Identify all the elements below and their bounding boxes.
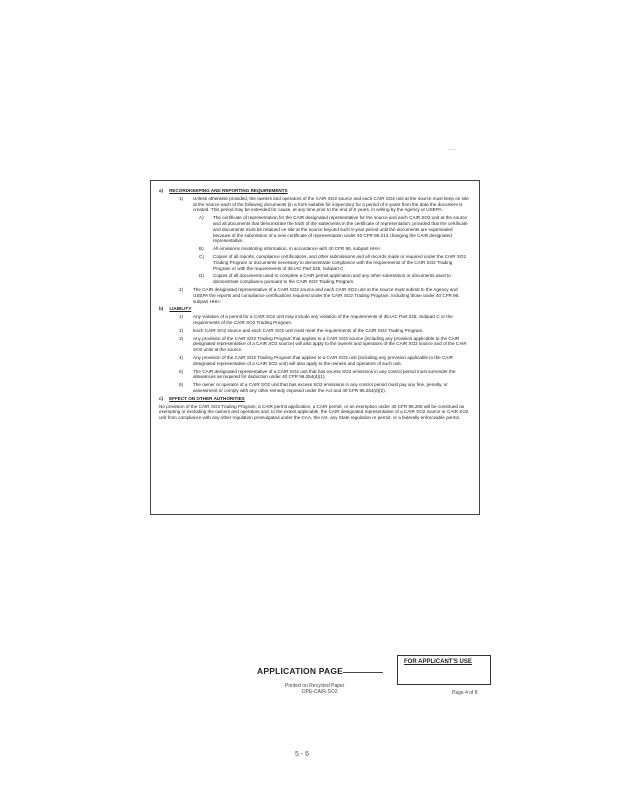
item-text: The CAIR designated representative of a CAIR SO2 unit that has excess SO2 emissions in any control period must surrender the allowances as required for deduction under 40 CFR 96.254(d)(1). <box>193 368 456 380</box>
for-applicants-use-label: FOR APPLICANT'S USE <box>404 659 472 665</box>
section-title: EFFECT ON OTHER AUTHORITIES <box>169 395 245 401</box>
condition-subitem <box>159 273 471 285</box>
item-number: 4) <box>179 354 184 360</box>
item-number: 1) <box>179 314 184 320</box>
item-number: 2) <box>179 286 184 292</box>
item-text: Any provision of the CAIR SO2 Trading Program that applies to a CAIR SO2 unit (including any provision applicable to the CAIR designated representative of a CAIR SO2 unit) will also apply to the owners and operators of such unit. <box>193 354 453 366</box>
header-mark: - - - <box>448 147 456 153</box>
subitem-text: The certificate of representation for the CAIR designated representative for the source and each CAIR SO2 unit at the source and all documents that demonstrate the truth of the statements in the certificate of representation; provided that the certificate and documents must be retained on site at the source beyond such 5-year period until the documents are superseded because of the submission of a new certificate of representation under 40 CFR 96.213 changing the CAIR designated representative. <box>213 215 468 244</box>
section <box>159 396 471 421</box>
condition-item <box>159 328 471 334</box>
subitem-number: D) <box>199 273 204 279</box>
conditions-box <box>150 180 480 515</box>
condition-subitem <box>159 246 471 252</box>
item-text: Any provision of the CAIR SO2 Trading Program that applies to a CAIR SO2 source (including any provision applicable to the CAIR designated representative of a CAIR SO2 source) will also apply to the owners and operators of the CAIR SO2 source and of the CAIR SO2 units at the source. <box>193 335 467 353</box>
condition-item <box>159 314 471 326</box>
section-letter: b) <box>159 306 164 312</box>
section-letter: c) <box>159 395 164 401</box>
form-code: DPE-CAIR-SO2 <box>302 689 338 695</box>
condition-item <box>159 355 471 367</box>
subitem-number: B) <box>199 246 204 252</box>
condition-item <box>159 382 471 394</box>
item-number: 6) <box>179 382 184 388</box>
section-heading <box>159 396 471 402</box>
section <box>159 188 471 304</box>
item-number: 3) <box>179 335 184 341</box>
condition-item <box>159 336 471 353</box>
for-applicants-use-box <box>397 655 491 685</box>
page-number: Page 4 of 8 <box>452 690 478 696</box>
section <box>159 306 471 393</box>
section-heading <box>159 306 471 312</box>
item-number: 1) <box>179 195 184 201</box>
title-underline <box>343 672 383 673</box>
subitem-text: All emissions monitoring information, in accordance with 40 CFR 96, subpart HHH. <box>213 246 381 252</box>
section-title: LIABILITY <box>169 306 192 312</box>
footer-page-number: 5 - 6 <box>295 751 310 758</box>
subitem-text: Copies of all documents used to complete a CAIR permit application and any other submission or documents used to demonstrate compliance pursuant to the CAIR SO2 Trading Program. <box>213 273 451 285</box>
item-number: 2) <box>179 327 184 333</box>
subitem-text: Copies of all reports, compliance certifications, and other submissions and all records made or required under the CAIR SO2 Trading Program or documents necessary to demonstrate compliance with the requirements of the CAIR SO2 Trading Program or with the requirements of 35 IAC Part 225, Subpart C. <box>213 253 467 271</box>
condition-item <box>159 287 471 304</box>
item-text: Each CAIR SO2 source and each CAIR SO2 unit must meet the requirements of the CAIR SO2 Trading Program. <box>193 327 424 333</box>
section-paragraph: No provision of the CAIR SO2 Trading Program, a CAIR permit application, a CAIR permit, or an exemption under 40 CFR 96.205 will be construed as exempting or excluding the owners and operators and, to the extent applicable, the CAIR designated representative of a CAIR SO2 source or CAIR SO2 unit from compliance with any other regulation promulgated under the CAA, the Act, any State regulation or permit, or a federally enforceable permit. <box>159 403 469 421</box>
item-number: 5) <box>179 368 184 374</box>
application-page-title: APPLICATION PAGE <box>257 666 344 676</box>
item-text: The CAIR designated representative of a CAIR SO2 source and each CAIR SO2 unit at the source must submit to the Agency and USEPA the reports and compliance certifications required under the CAIR SO2 Trading Program, including those under 40 CFR 96, subpart HHH. <box>193 286 460 304</box>
condition-item <box>159 369 471 381</box>
section-title: RECORDKEEPING AND REPORTING REQUIREMENTS <box>169 188 288 193</box>
section-letter: a) <box>159 188 164 193</box>
condition-item <box>159 196 471 213</box>
item-text: Any violation of a permit for a CAIR SO2 unit may include any violation of the requirements of 35 IAC Part 225, Subpart C or the requirements of the CAIR SO2 Trading Program. <box>193 314 453 325</box>
condition-subitem <box>159 215 471 244</box>
section-heading <box>159 188 471 194</box>
subitem-number: C) <box>199 253 204 259</box>
subitem-number: A) <box>199 215 204 221</box>
condition-subitem <box>159 254 471 271</box>
printed-on-recycled: Printed on Recycled Paper <box>285 683 345 689</box>
item-text: The owner or operator of a CAIR SO2 unit that has excess SO2 emissions in any control period must pay any fine, penalty, or assessment or comply with any other remedy imposed under the Act and 40 CFR 96.254(d)(2). <box>193 382 448 393</box>
item-text: Unless otherwise provided, the owners and operators of the CAIR SO2 source and each CAIR SO2 unit at the source must keep on site at the source each of the following documents (in a form suitable for inspection) for a period of 5 years from the date the document is created. This period may be extended for cause, at any time prior to the end of 5 years, in writing by the Agency or USEPA. <box>193 195 469 213</box>
